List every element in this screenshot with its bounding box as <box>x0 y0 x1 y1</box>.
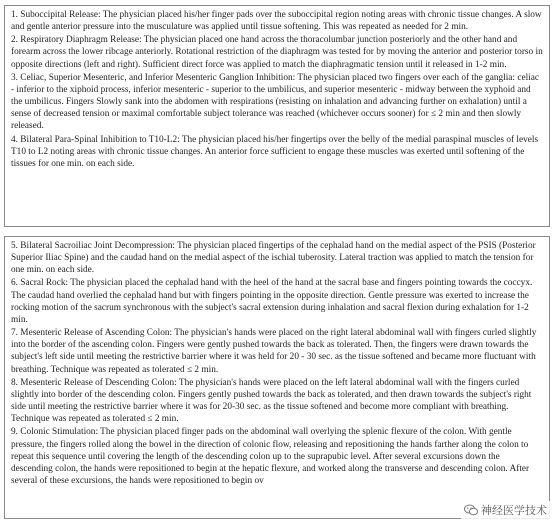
procedure-item: 2. Respiratory Diaphragm Release: The physician placed one hand across the thoracolumbar junction posteriorly and the other hand and forearm across the lower ribcage anteriorly. Rotational restriction of the diaphragm was tested for by moving the anterior and posterior torso in opposite directions (left and right). Sufficient direct force was applied to match the diaphragmatic tension until it released in 1-2 min. <box>11 35 543 70</box>
procedure-item: 5. Bilateral Sacroiliac Joint Decompression: The physician placed fingertips of the cephalad hand on the medial aspect of the PSIS (Posterior Superior Iliac Spine) and the caudad hand on the medial aspect of the ischial tuberosity. Lateral traction was applied to match the tension for one min. on each side. <box>11 241 536 276</box>
procedure-panel-2 <box>4 236 550 519</box>
watermark <box>461 501 550 519</box>
procedure-item: 4. Bilateral Para-Spinal Inhibition to T10-L2: The physician placed his/her fingertips over the belly of the medial paraspinal muscles of levels T10 to L2 noting areas with chronic tissue changes. An anterior force sufficient to engage these muscles was exerted until softening of the tissues for one min. on each side. <box>11 134 539 169</box>
procedure-item: 9. Colonic Stimulation: The physician placed finger pads on the abdominal wall overlying the splenic flexure of the colon. With gentle pressure, the fingers rolled along the bowel in the direction of colonic flow, releasing and repositioning the hands farther along the colon to repeat this sequence until covering the length of the descending colon up to the suprapubic level. After several excursions down the descending colon, the hands were repositioned to begin at the hepatic flexure, and worked along the transverse and descending colon. After several of these excursions, the hands were repositioned to begin ov <box>11 427 530 486</box>
procedure-item: 6. Sacral Rock: The physician placed the cephalad hand with the heel of the hand at the sacral base and fingers pointing towards the coccyx. The caudad hand overlied the cephalad hand but with fingers pointing in the opposite direction. Gentle pressure was exerted to increase the rocking motion of the sacrum synchronous with the subject's sacral extension during inhalation and sacral flexion during exhalation for 1-2 min. <box>11 278 533 325</box>
procedure-item: 1. Suboccipital Release: The physician placed his/her finger pads over the suboccipital region noting areas with chronic tissue changes. A slow and gentle anterior pressure into the musculature was applied until tissue softening. This was repeated as needed for 2 min. <box>11 10 542 33</box>
procedure-panel-1 <box>4 5 550 227</box>
procedure-item: 8. Mesenteric Release of Descending Colon: The physician's hands were placed on the left lateral abdominal wall with the fingers curled slightly into border of the descending colon. Fingers gently pushed towards the back as tolerated, and then drawn towards the subject's right side until meeting the restrictive barrier where it was for 20-30 sec. as the tissue softened and become more compliant with breathing. Technique was repeated as tolerated ≤ 2 min. <box>11 377 532 425</box>
procedure-item: 7. Mesenteric Release of Ascending Colon: The physician's hands were placed on the right lateral abdominal wall with fingers curled slightly into the border of the ascending colon. Fingers were gently pushed towards the back as tolerated. Then, the fingers were drawn towards the subject's left side until meeting the restrictive barrier where it was held for 20 - 30 sec. as the tissue softened and became more fluctuant with breathing. Technique was repeated as tolerated ≤ 2 min. <box>11 328 537 375</box>
watermark-text: 神经医学技术 <box>481 504 547 517</box>
wechat-icon <box>464 504 478 516</box>
procedure-item: 3. Celiac, Superior Mesenteric, and Inferior Mesenteric Ganglion Inhibition: The physician placed two fingers over each of the ganglia: celiac - inferior to the xiphoid process, inferior mesenteric - superior to the umbilicus, and superior mesenteric - midway between the xyphoid and the umbilicus. Fingers Slowly sank into the abdomen with respirations (resisting on inhalation and advancing further on exhalation) until a sense of decreased tension or maximal comfortable subject tolerance was reached (whichever occurs sooner) for ≤ 2 min and then slowly released. <box>11 72 540 132</box>
